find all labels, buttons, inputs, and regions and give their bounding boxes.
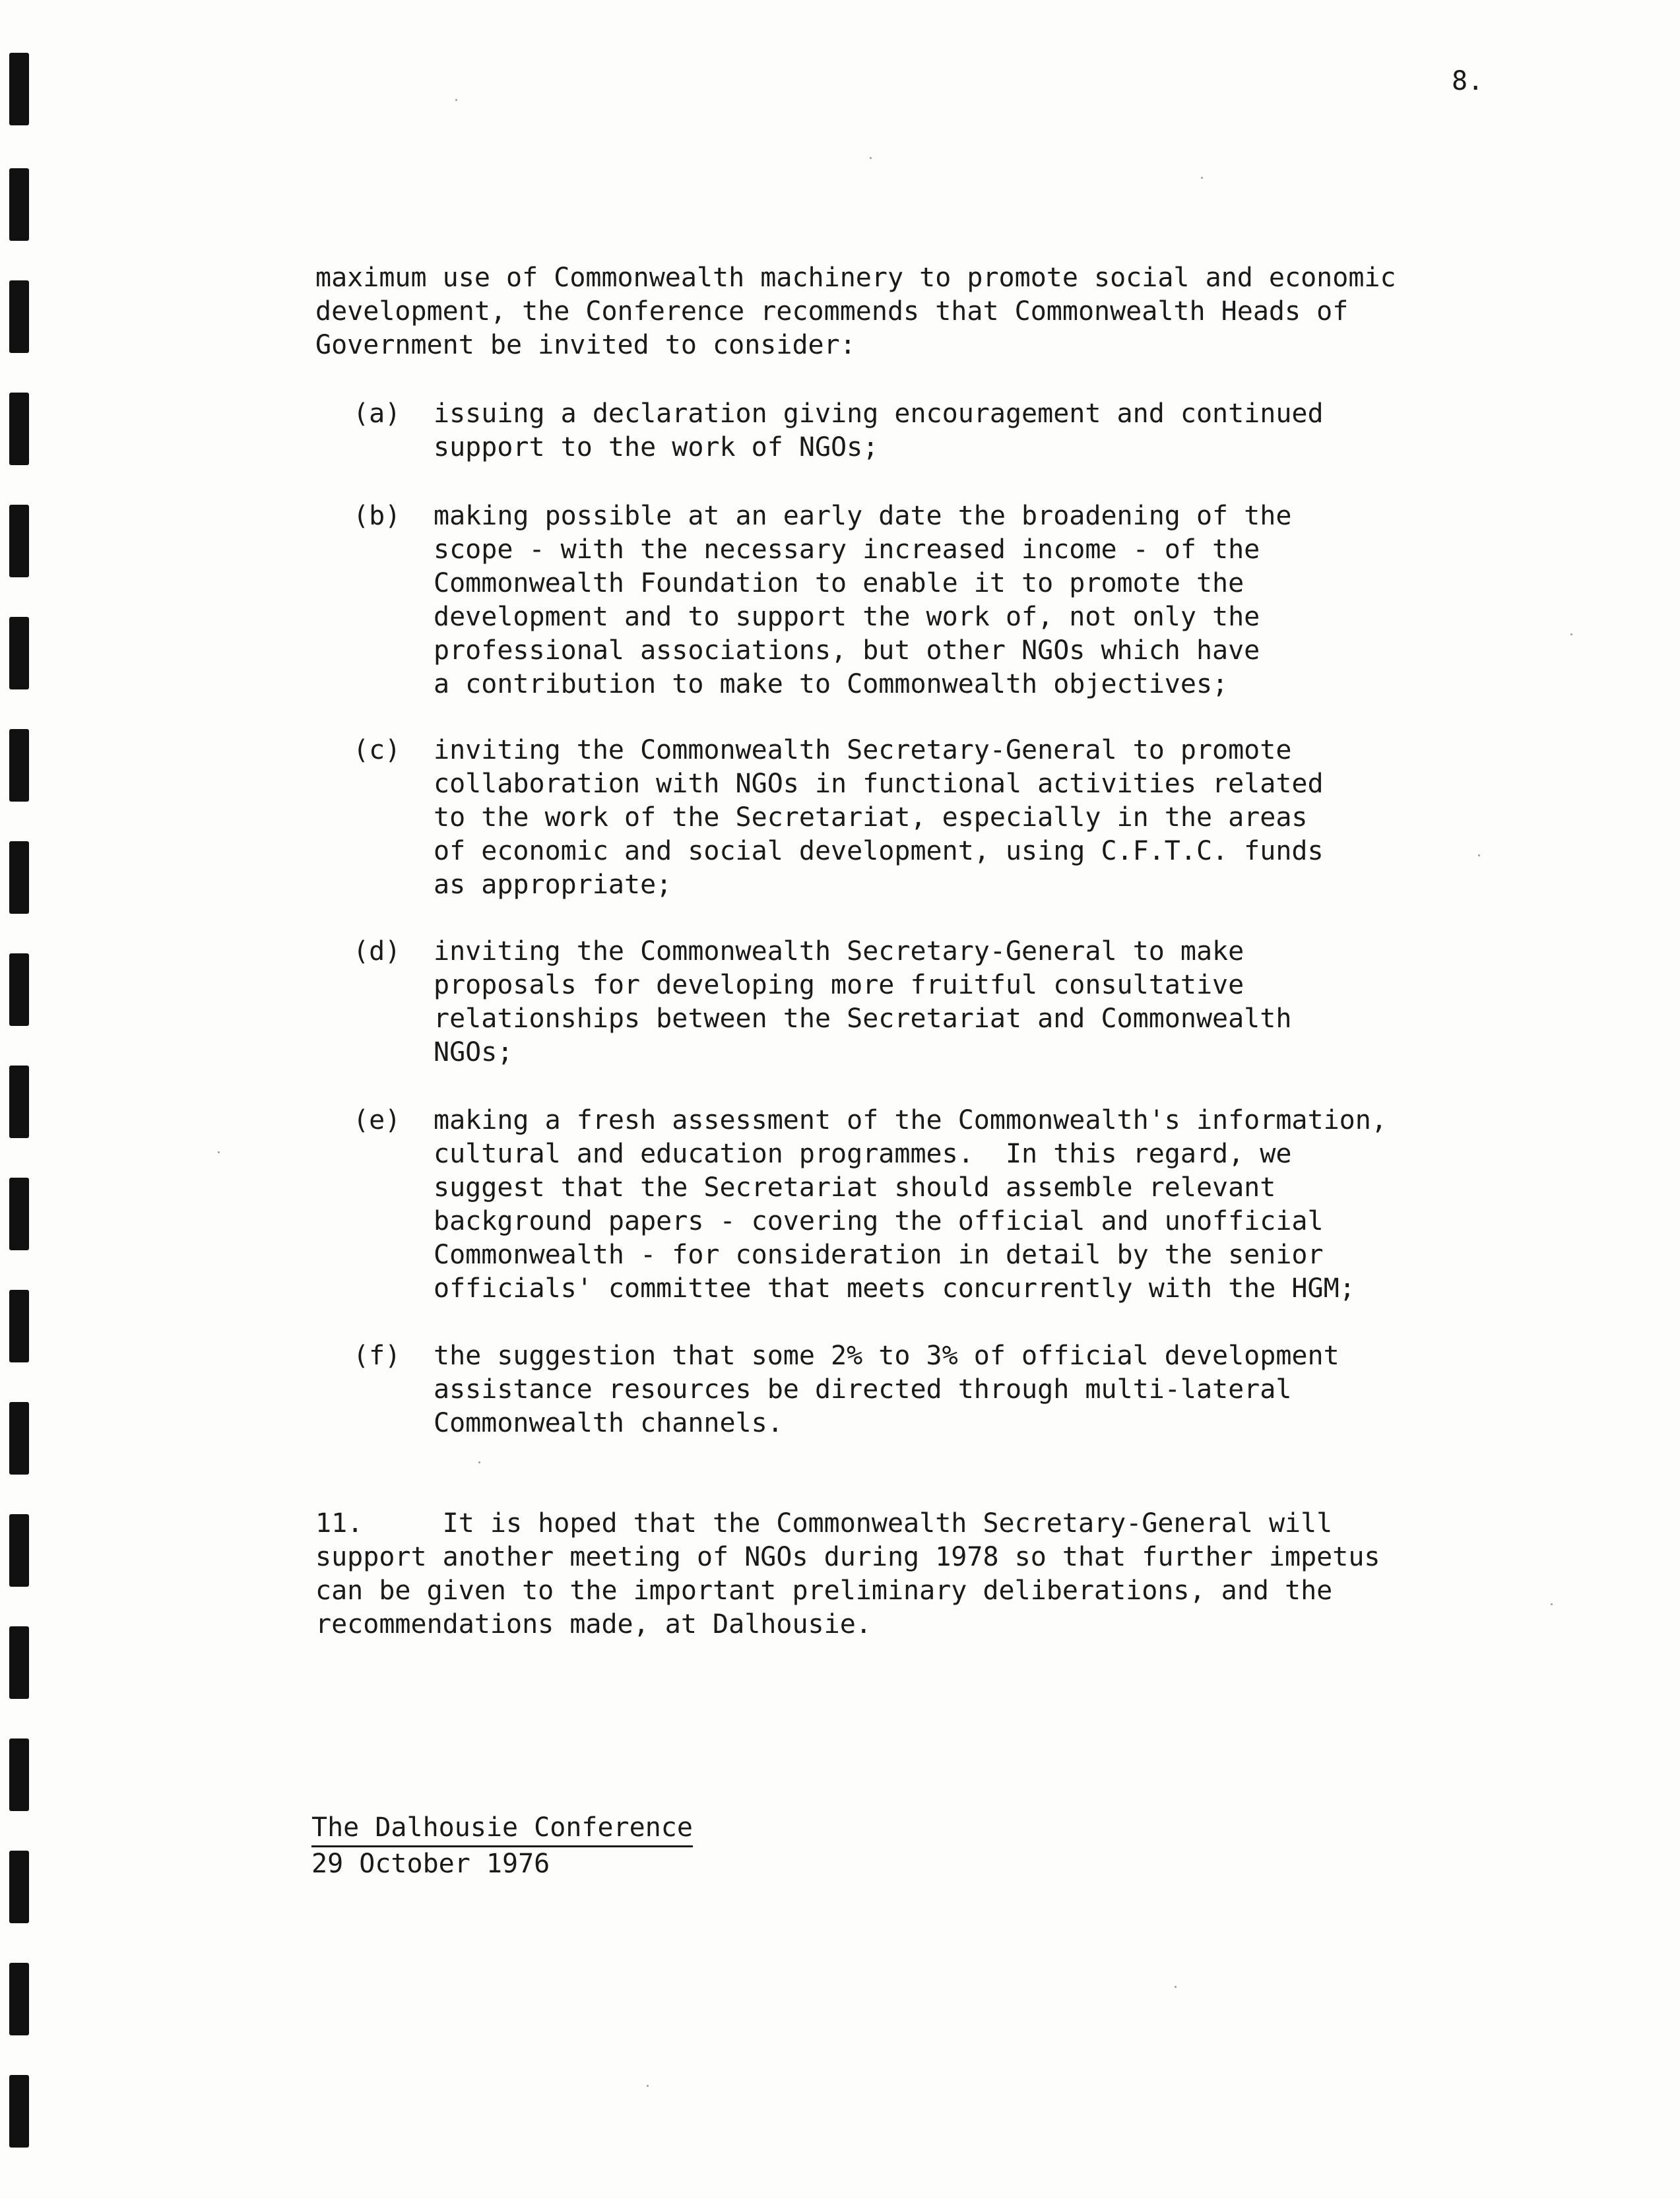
item-text: inviting the Commonwealth Secretary-General to make proposals for developing more fruitful consultative relationships between the Secretariat and Commonwealth NGOs; [434, 936, 1292, 1068]
binder-mark [9, 617, 29, 689]
item-label: (f) [353, 1341, 401, 1371]
paragraph-text: It is hoped that the Commonwealth Secretary-General will support another meeting of NGOs during 1978 so that further impetus can be given to the important preliminary deliberations, and the recommendations made, at Dalhousie. [315, 1508, 1380, 1640]
binder-mark [9, 53, 29, 125]
signature-block [311, 1811, 693, 1880]
binder-mark [9, 841, 29, 914]
item-text: making possible at an early date the broadening of the scope - with the necessary increased income - of the Commonwealth Foundation to enable it to promote the development and to support the work of, not only the professional associations, but other NGOs which have a contribution to make to Commonwealth objectives; [434, 501, 1292, 699]
binder-mark [9, 1626, 29, 1699]
binder-mark [9, 1402, 29, 1475]
signature-date: 29 October 1976 [311, 1849, 550, 1879]
item-label: (c) [353, 735, 401, 765]
signature-organization: The Dalhousie Conference [311, 1811, 693, 1847]
paragraph-spacer [363, 1508, 442, 1539]
binder-mark [9, 1738, 29, 1811]
page-number: 8. [1452, 66, 1484, 96]
scan-speck [1570, 633, 1572, 635]
item-label: (a) [353, 398, 401, 429]
binder-punch-marks [9, 40, 33, 2177]
paragraph-11 [315, 1507, 1477, 1641]
item-label: (d) [353, 936, 401, 967]
binder-mark [9, 505, 29, 577]
binder-mark [9, 729, 29, 802]
binder-mark [9, 953, 29, 1026]
binder-mark [9, 1851, 29, 1923]
item-text: issuing a declaration giving encouragement and continued support to the work of NGOs; [434, 398, 1324, 462]
scan-speck [1478, 854, 1480, 856]
binder-mark [9, 1963, 29, 2035]
binder-mark [9, 168, 29, 241]
binder-mark [9, 280, 29, 353]
binder-mark [9, 1066, 29, 1138]
scan-speck [870, 157, 872, 159]
scan-speck [218, 1151, 220, 1153]
binder-mark [9, 1514, 29, 1587]
scan-speck [1201, 177, 1203, 179]
scan-speck [1175, 1986, 1177, 1988]
item-text: inviting the Commonwealth Secretary-General to promote collaboration with NGOs in functional activities related to the work of the Secretariat, especially in the areas of economic and social development, using C.F.T.C. funds as appropriate; [434, 735, 1324, 900]
binder-mark [9, 1290, 29, 1362]
binder-mark [9, 2075, 29, 2148]
item-text: making a fresh assessment of the Commonwealth's information, cultural and education programmes. In this regard, we suggest that the Secretariat should assemble relevant background papers - covering the official and unofficial Commonwealth - for consideration in detail by the senior officials' committee that meets concurrently with the HGM; [434, 1105, 1387, 1304]
scan-speck [647, 2085, 649, 2087]
binder-mark [9, 1178, 29, 1250]
intro-paragraph: maximum use of Commonwealth machinery to promote social and economic development, the Conference recommends that Commonwealth Heads of Government be invited to consider: [315, 263, 1396, 360]
scan-speck [455, 99, 457, 101]
scan-speck [1551, 1603, 1553, 1605]
scan-speck [478, 1461, 480, 1463]
item-label: (e) [353, 1105, 401, 1135]
item-label: (b) [353, 501, 401, 531]
paragraph-number: 11. [315, 1508, 364, 1539]
binder-mark [9, 393, 29, 465]
item-text: the suggestion that some 2% to 3% of official development assistance resources be directed through multi-lateral Commonwealth channels. [434, 1341, 1340, 1438]
